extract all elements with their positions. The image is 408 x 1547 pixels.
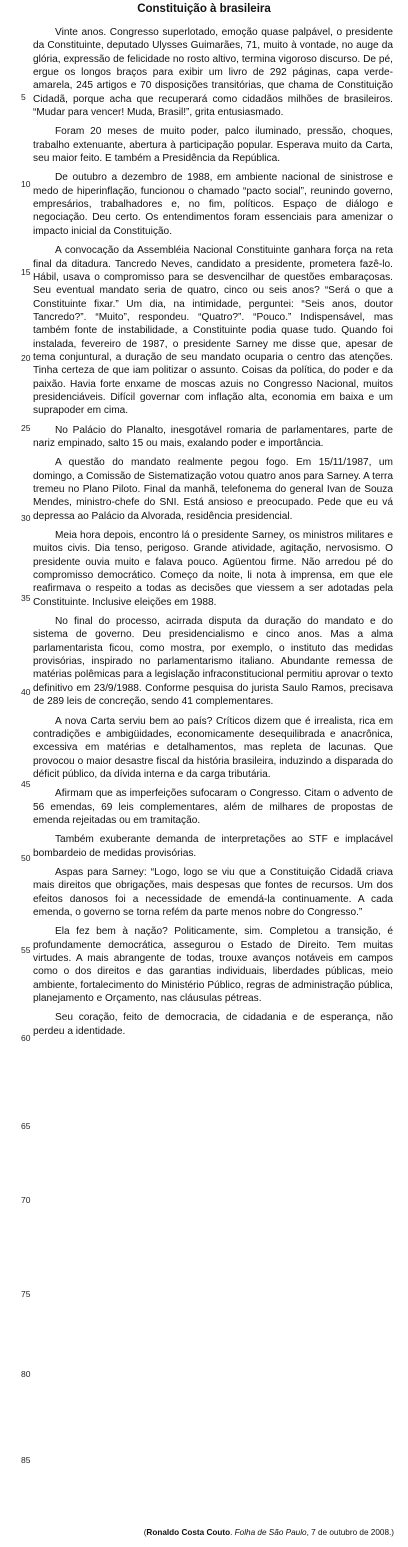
paragraph-9: A nova Carta serviu bem ao país? Críticos dizem que é irrealista, rica em contradições e ambigüidades, economicamente desequilibrada e anacrônica, excessiva em matérias e detalhamentos, mas repleta de lacunas. Que provocou o maior desastre fiscal da história brasileira, induzindo a disparada do déficit público, da dívida interna e da carga tributária. <box>33 715 393 780</box>
paragraph-2: Foram 20 meses de muito poder, palco iluminado, pressão, choques, trabalho extenuante, abertura à participação popular. Esperava muito da Carta, seu maior feito. E também a Presidência da República. <box>33 126 393 165</box>
article-title: Constituição à brasileira <box>137 3 271 15</box>
line-number: 10 <box>21 179 31 189</box>
source-credit: (Ronaldo Costa Couto. Folha de São Paulo, 7 de outubro de 2008.) <box>143 1528 394 1537</box>
credit-source: Folha de São Paulo <box>234 1528 307 1537</box>
line-number: 70 <box>21 1195 31 1205</box>
paragraph-10: Afirmam que as imperfeições sufocaram o Congresso. Citam o advento de 56 emendas, 69 leis complementares, além de milhares de propostas de emenda rejeitadas ou em tramitação. <box>33 788 393 826</box>
paragraph-8: No final do processo, acirrada disputa da duração do mandato e do sistema de governo. Deu presidencialismo e cinco anos. Mas a alma parlamentarista ficou, como mostra, por exemplo, o instituto das medidas provisórias, inspirado no parlamentarismo italiano. Abundante remessa de matérias polêmicas para a legislação infraconstitucional permitiu aprovar o texto definitivo em 23/9/1988. Conforme pesquisa do jurista Saulo Ramos, precisava de 289 leis de concreção, sendo 41 complementares. <box>33 616 393 708</box>
line-number: 35 <box>21 593 31 603</box>
paragraph-6: A questão do mandato realmente pegou fogo. Em 15/11/1987, um domingo, a Comissão de Sistematização votou quatro anos para Sarney. A terra tremeu no Plano Piloto. Final da manhã, telefonema do general Ivan de Souza Mendes, ministro-chefe do SNI. Está ansioso e preocupado. Pede que eu vá depressa ao Palácio da Alvorada, residência presidencial. <box>33 457 393 522</box>
line-number: 30 <box>21 513 31 523</box>
paragraph-11: Também exuberante demanda de interpretações ao STF e implacável bombardeio de medidas provisórias. <box>33 834 393 859</box>
line-number: 15 <box>21 267 31 277</box>
paragraph-12: Aspas para Sarney: “Logo, logo se viu que a Constituição Cidadã criava mais direitos que obrigações, mais despesas que fontes de recursos. Um dos efeitos danosos foi a necessidade de emendá-la continuamente. A cada emenda, o governo se torna refém da parte menos nobre do Congresso.” <box>33 866 393 918</box>
credit-author: Ronaldo Costa Couto <box>146 1528 231 1537</box>
line-number: 55 <box>21 945 31 955</box>
article-body <box>21 26 393 1465</box>
line-number: 65 <box>21 1121 31 1131</box>
paragraph-4: A convocação da Assembléia Nacional Constituinte ganhara força na reta final da ditadura. Tancredo Neves, candidato a presidente, prometera fazê-lo. Hábil, usava o compromisso para se desvencilhar de questões embaraçosas. Seu eventual mandato seria de quatro, cinco ou seis anos? “Será o que a Constituinte fixar.” Um dia, na intimidade, perguntei: “Seis anos, doutor Tancredo?”. “Muito”, respondeu. “Quatro?”. “Pouco.” Indispensável, mas também fonte de instabilidade, a Constituinte podia quase tudo. Quando foi instalada, fevereiro de 1987, o presidente Sarney me disse que, apesar de tema conjuntural, a duração de seu mandato ocuparia o centro das atenções. Tinha certeza de que iam politizar o assunto. Coisas da política, do poder e da paixão. Havia forte enxame de moscas azuis no Congresso Nacional, muitos presidenciáveis. Difícil governar com inflação alta, economia em baixa e um suprapoder em cima. <box>33 245 393 417</box>
line-number: 45 <box>21 779 31 789</box>
credit-date: , 7 de outubro de 2008.) <box>306 1528 394 1537</box>
line-number: 25 <box>21 423 31 433</box>
paragraph-5: No Palácio do Planalto, inesgotável romaria de parlamentares, parte de nariz empinado, salto 15 ou mais, exalando poder e importância. <box>33 424 393 449</box>
line-number: 20 <box>21 353 31 363</box>
line-number: 40 <box>21 687 31 697</box>
paragraph-14: Seu coração, feito de democracia, de cidadania e de esperança, não perdeu a identidade. <box>33 1012 393 1037</box>
line-number: 5 <box>21 92 26 102</box>
paragraph-1: Vinte anos. Congresso superlotado, emoção quase palpável, o presidente da Constituinte, deputado Ulysses Guimarães, 71, muito à vontade, no auge da glória, expressão de felicidade no rosto altivo, termina vigoroso discurso. De pé, ergue os longos braços para exibir um livro de 292 páginas, capa verde-amarela, 245 artigos e 70 disposições transitórias, que chama de Constituição Cidadã, porque acha que recuperará como cidadãos milhões de brasileiros. “Mudar para vencer! Muda, Brasil!”, grita entusiasmado. <box>33 27 393 119</box>
paragraph-13: Ela fez bem à nação? Politicamente, sim. Completou a transição, é profundamente democrática, assegurou o Estado de Direito. Tem muitas virtudes. A mais abrangente de todas, trouxe avanços notáveis em campos como o dos direitos e das garantias individuais, liberdades públicas, meio ambiente, fortalecimento do Ministério Público, regras de administração pública, planejamento e Orçamento, nas cláusulas pétreas. <box>33 926 393 1005</box>
line-number: 85 <box>21 1455 31 1465</box>
line-number: 50 <box>21 853 31 863</box>
line-number: 60 <box>21 1033 31 1043</box>
paragraph-3: De outubro a dezembro de 1988, em ambiente nacional de sinistrose e medo de hiperinflação, funcionou o chamado “pacto social”, reunindo governo, empresários, trabalhadores e, no fim, políticos. Espaço de diálogo e negociação. Deu certo. Os entendimentos foram essenciais para amenizar o impacto inicial da Constituição. <box>33 172 393 237</box>
line-number: 80 <box>21 1369 31 1379</box>
paragraph-7: Meia hora depois, encontro lá o presidente Sarney, os ministros militares e muitos civis. Dia tenso, perigoso. Grande atividade, agitação, nervosismo. O presidente ouvia muito e falava pouco. Agüentou firme. Não arredou pé do compromisso democrático. Começo da noite, li nota à imprensa, em que ele reafirmava o respeito a todas as decisões que viessem a ser adotadas pela Constituinte. Inclusive eleições em 1988. <box>33 530 393 608</box>
line-number: 75 <box>21 1289 31 1299</box>
